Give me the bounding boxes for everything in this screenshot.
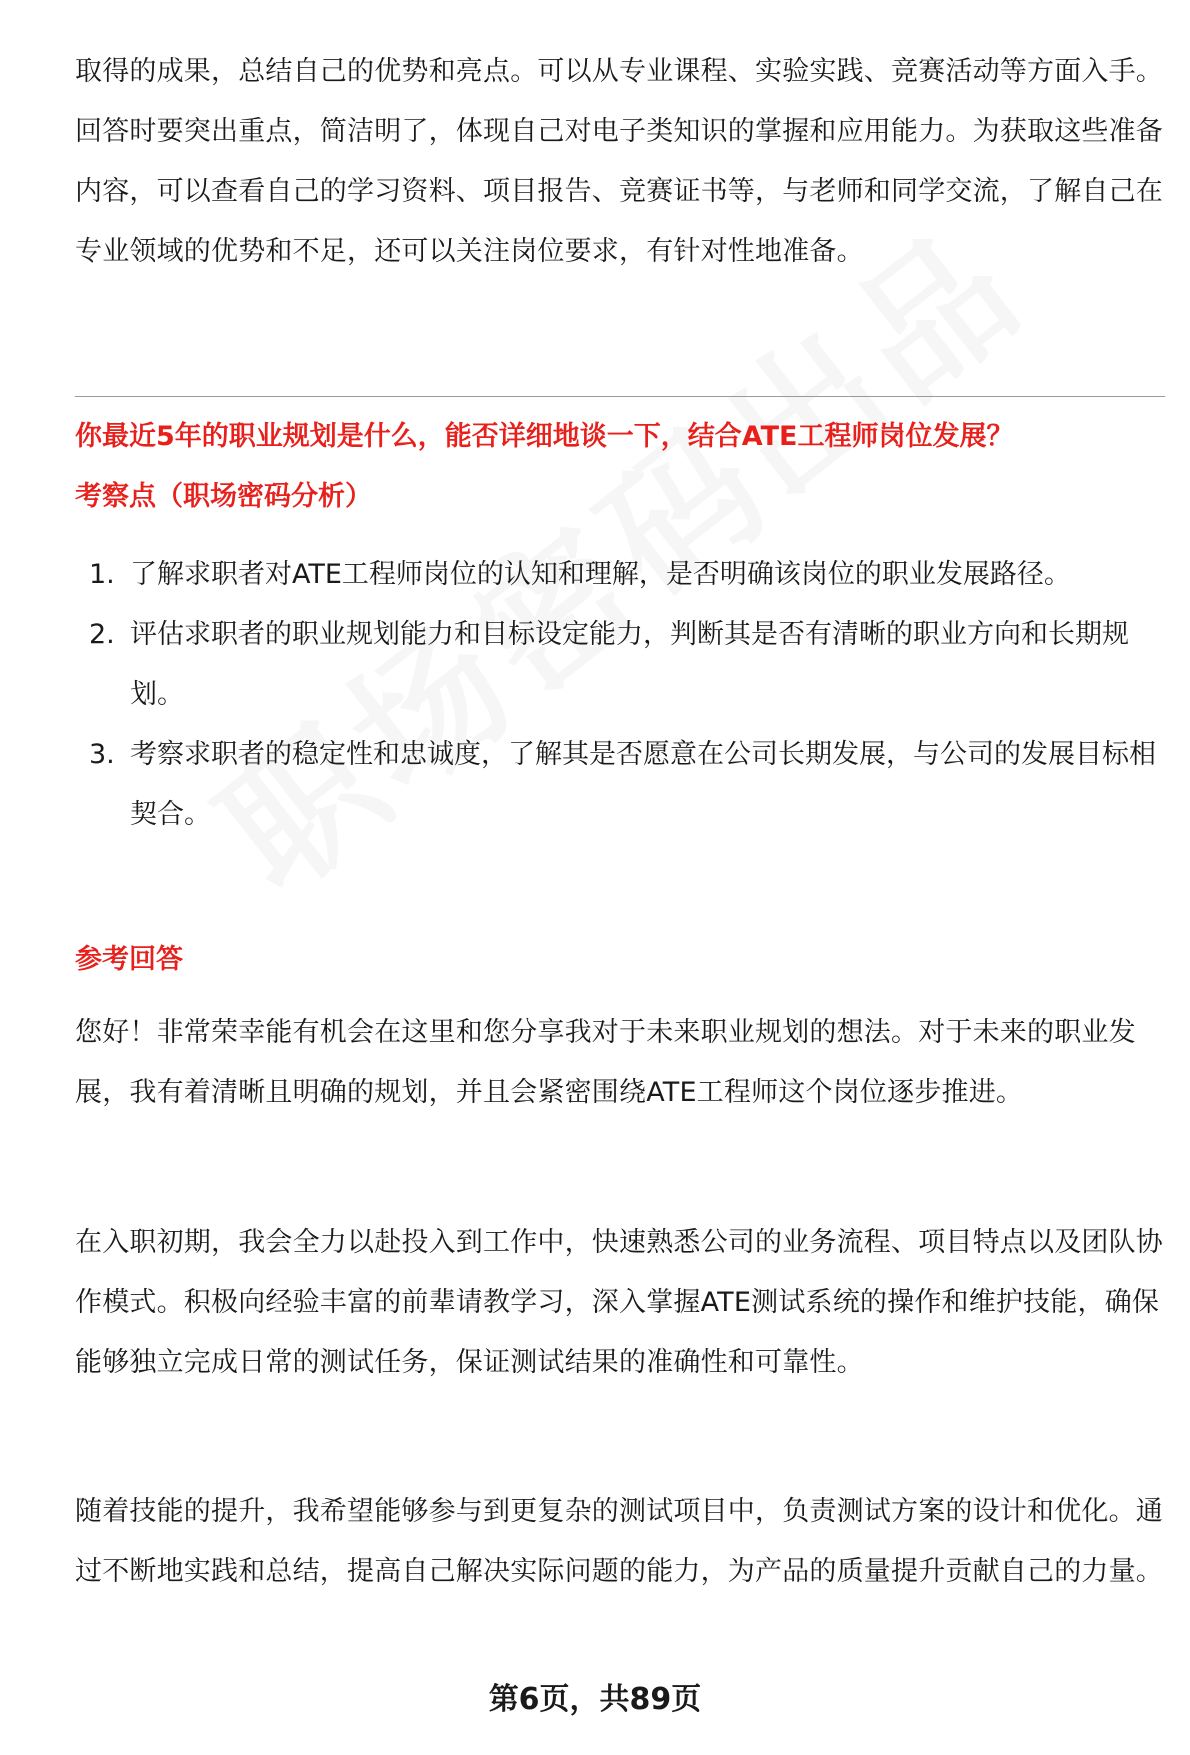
list-number: 2. <box>89 619 115 650</box>
list-item-text: 评估求职者的职业规划能力和目标设定能力，判断其是否有清晰的职业方向和长期规划。 <box>130 619 1129 710</box>
list-number: 3. <box>89 739 115 770</box>
page-number: 第6页，共89页 <box>488 1682 702 1717</box>
list-number: 1. <box>89 559 115 590</box>
answer-paragraph: 在入职初期，我会全力以赴投入到工作中，快速熟悉公司的业务流程、项目特点以及团队协作模式。积极向经验丰富的前辈请教学习，深入掌握ATE测试系统的操作和维护技能，确保能够独立完成日常的测试任务，保证测试结果的准确性和可靠性。 <box>75 1227 1163 1378</box>
list-item-text: 考察求职者的稳定性和忠诚度，了解其是否愿意在公司长期发展，与公司的发展目标相契合。 <box>130 739 1156 830</box>
assessment-heading: 考察点（职场密码分析） <box>75 481 372 512</box>
answer-paragraph: 随着技能的提升，我希望能够参与到更复杂的测试项目中，负责测试方案的设计和优化。通过不断地实践和总结，提高自己解决实际问题的能力，为产品的质量提升贡献自己的力量。 <box>75 1496 1163 1587</box>
question-heading: 你最近5年的职业规划是什么，能否详细地谈一下，结合ATE工程师岗位发展？ <box>75 421 1014 452</box>
section-divider <box>75 396 1165 397</box>
assessment-list <box>75 545 1167 845</box>
list-item <box>75 725 1167 845</box>
answer-heading: 参考回答 <box>75 944 183 975</box>
list-item-text: 了解求职者对ATE工程师岗位的认知和理解，是否明确该岗位的职业发展路径。 <box>130 559 1071 590</box>
answer-paragraph: 您好！非常荣幸能有机会在这里和您分享我对于未来职业规划的想法。对于未来的职业发展，我有着清晰且明确的规划，并且会紧密围绕ATE工程师这个岗位逐步推进。 <box>75 1017 1136 1108</box>
list-item <box>75 605 1167 725</box>
intro-paragraph: 取得的成果，总结自己的优势和亮点。可以从专业课程、实验实践、竞赛活动等方面入手。回答时要突出重点，简洁明了，体现自己对电子类知识的掌握和应用能力。为获取这些准备内容，可以查看自己的学习资料、项目报告、竞赛证书等，与老师和同学交流，了解自己在专业领域的优势和不足，还可以关注岗位要求，有针对性地准备。 <box>75 56 1163 267</box>
list-item <box>75 545 1167 605</box>
